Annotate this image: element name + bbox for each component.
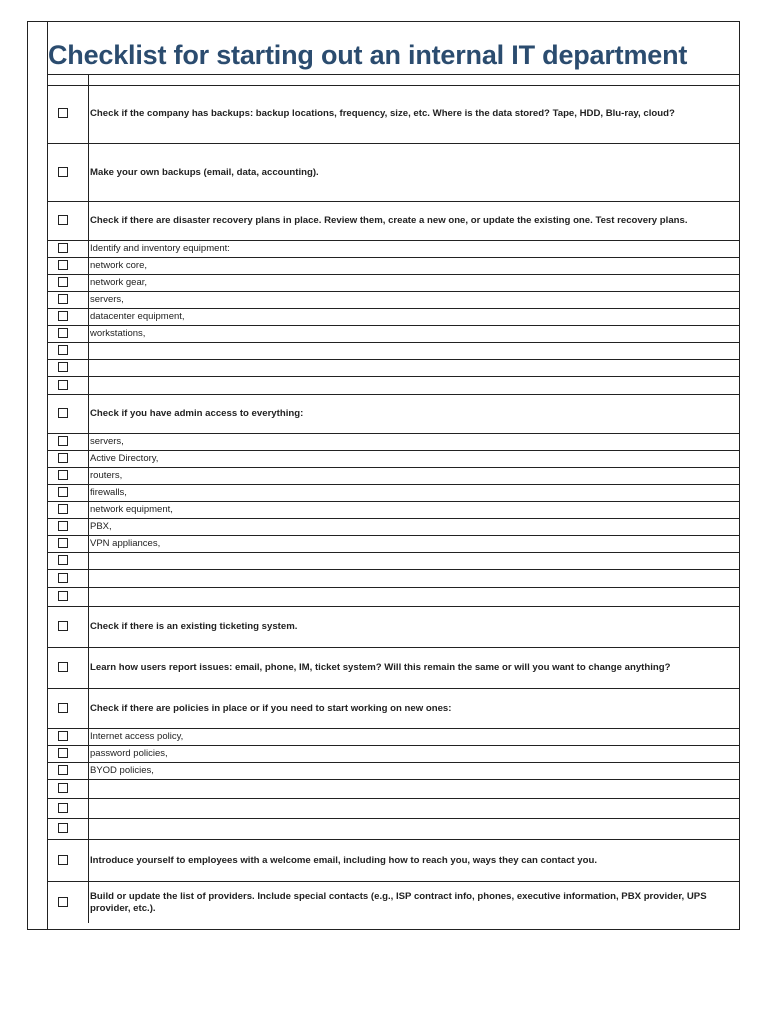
- checklist-row: [47, 762, 739, 779]
- checklist-row: [47, 257, 739, 274]
- checklist-item-text: password policies,: [88, 746, 739, 762]
- checkbox[interactable]: [58, 621, 68, 631]
- checkbox[interactable]: [58, 408, 68, 418]
- checklist-row: [47, 569, 739, 587]
- checklist-row: [47, 647, 739, 688]
- checkbox-cell: [47, 553, 88, 569]
- checklist-row: [47, 839, 739, 881]
- checkbox[interactable]: [58, 243, 68, 253]
- checklist-item-text: [88, 588, 739, 606]
- checklist-row: [47, 325, 739, 342]
- checkbox-cell: [47, 434, 88, 450]
- checklist-item-text: [88, 780, 739, 798]
- checkbox[interactable]: [58, 783, 68, 793]
- checkbox[interactable]: [58, 345, 68, 355]
- checkbox[interactable]: [58, 703, 68, 713]
- checkbox[interactable]: [58, 662, 68, 672]
- checklist-item-text: Check if there are policies in place or if you need to start working on new ones:: [88, 689, 739, 728]
- checkbox[interactable]: [58, 362, 68, 372]
- checklist-item-text: Internet access policy,: [88, 729, 739, 745]
- checkbox[interactable]: [58, 436, 68, 446]
- checklist-item-text: Identify and inventory equipment:: [88, 241, 739, 257]
- checklist-item-text: VPN appliances,: [88, 536, 739, 552]
- checklist-row: [47, 376, 739, 394]
- checkbox[interactable]: [58, 823, 68, 833]
- checkbox-cell: [47, 309, 88, 325]
- checklist-row: [47, 433, 739, 450]
- checklist-item-text: servers,: [88, 292, 739, 308]
- checkbox-cell: [47, 570, 88, 587]
- checklist-row: [47, 467, 739, 484]
- checkbox-cell: [47, 485, 88, 501]
- checklist-row: [47, 518, 739, 535]
- checklist-row: [47, 818, 739, 839]
- checkbox-cell: [47, 819, 88, 839]
- checkbox-cell: [47, 882, 88, 923]
- checklist-item-text: PBX,: [88, 519, 739, 535]
- checkbox[interactable]: [58, 573, 68, 583]
- checkbox[interactable]: [58, 260, 68, 270]
- checkbox[interactable]: [58, 108, 68, 118]
- page-title: Checklist for starting out an internal IT department: [48, 40, 688, 70]
- checkbox-cell: [47, 689, 88, 728]
- checkbox-cell: [47, 85, 88, 143]
- checklist-row: [47, 85, 739, 143]
- checklist-row: [47, 501, 739, 518]
- checklist-row: [47, 240, 739, 257]
- checklist-row: [47, 143, 739, 201]
- checklist-item-text: network gear,: [88, 275, 739, 291]
- checklist-row: [47, 308, 739, 325]
- checkbox-cell: [47, 763, 88, 779]
- checkbox-cell: [47, 607, 88, 647]
- checklist-row: [47, 201, 739, 240]
- checkbox-cell: [47, 588, 88, 606]
- checklist-row: [47, 535, 739, 552]
- checklist-row: [47, 798, 739, 818]
- checklist-item-text: [88, 360, 739, 376]
- checklist-item-text: Check if you have admin access to everything:: [88, 395, 739, 433]
- checkbox-cell: [47, 502, 88, 518]
- checkbox[interactable]: [58, 311, 68, 321]
- checklist-item-text: [88, 819, 739, 839]
- checklist-row: [47, 450, 739, 467]
- checklist-row: [47, 728, 739, 745]
- checkbox-cell: [47, 780, 88, 798]
- checklist-row: [47, 688, 739, 728]
- checklist-row: [47, 587, 739, 606]
- checkbox[interactable]: [58, 748, 68, 758]
- checklist-item-text: Check if there are disaster recovery plans in place. Review them, create a new one, or update the existing one. Test recovery plans.: [88, 202, 739, 240]
- checklist-item-text: network core,: [88, 258, 739, 274]
- checkbox[interactable]: [58, 277, 68, 287]
- checkbox[interactable]: [58, 731, 68, 741]
- checkbox[interactable]: [58, 504, 68, 514]
- checklist-item-text: [88, 553, 739, 569]
- title-rule: [47, 74, 739, 75]
- checkbox[interactable]: [58, 470, 68, 480]
- checkbox[interactable]: [58, 215, 68, 225]
- checklist-item-text: Make your own backups (email, data, accounting).: [88, 144, 739, 201]
- checklist-rows: [47, 85, 739, 923]
- checkbox-cell: [47, 377, 88, 394]
- checkbox-cell: [47, 292, 88, 308]
- checkbox[interactable]: [58, 765, 68, 775]
- checkbox-cell: [47, 360, 88, 376]
- column-divider: [88, 74, 89, 85]
- checkbox[interactable]: [58, 521, 68, 531]
- checklist-item-text: [88, 570, 739, 587]
- checkbox-cell: [47, 648, 88, 688]
- checkbox[interactable]: [58, 803, 68, 813]
- checkbox-cell: [47, 799, 88, 818]
- checklist-item-text: Build or update the list of providers. Include special contacts (e.g., ISP contract info, phones, executive information, PBX provider, UPS provider, etc.).: [88, 882, 739, 923]
- checkbox[interactable]: [58, 328, 68, 338]
- checkbox-cell: [47, 144, 88, 201]
- checklist-item-text: Active Directory,: [88, 451, 739, 467]
- checklist-item-text: Check if there is an existing ticketing system.: [88, 607, 739, 647]
- checklist-item-text: network equipment,: [88, 502, 739, 518]
- checkbox[interactable]: [58, 167, 68, 177]
- checklist-item-text: Learn how users report issues: email, phone, IM, ticket system? Will this remain the same or will you want to change anything?: [88, 648, 739, 688]
- checklist-item-text: datacenter equipment,: [88, 309, 739, 325]
- checkbox-cell: [47, 729, 88, 745]
- checkbox[interactable]: [58, 897, 68, 907]
- checklist-item-text: workstations,: [88, 326, 739, 342]
- checkbox-cell: [47, 343, 88, 359]
- checklist-item-text: [88, 343, 739, 359]
- checkbox[interactable]: [58, 538, 68, 548]
- checklist-row: [47, 779, 739, 798]
- checkbox-cell: [47, 451, 88, 467]
- checklist-row: [47, 342, 739, 359]
- checklist-item-text: [88, 799, 739, 818]
- checkbox-cell: [47, 395, 88, 433]
- checklist-item-text: Check if the company has backups: backup locations, frequency, size, etc. Where is the data stored? Tape, HDD, Blu-ray, cloud?: [88, 85, 739, 143]
- checklist-item-text: [88, 377, 739, 394]
- checkbox[interactable]: [58, 487, 68, 497]
- checklist-sheet: [27, 21, 740, 930]
- checkbox-cell: [47, 519, 88, 535]
- checklist-row: [47, 394, 739, 433]
- checkbox[interactable]: [58, 855, 68, 865]
- checklist-item-text: routers,: [88, 468, 739, 484]
- checklist-row: [47, 291, 739, 308]
- checklist-row: [47, 745, 739, 762]
- checklist-row: [47, 606, 739, 647]
- checklist-row: [47, 484, 739, 501]
- checklist-item-text: servers,: [88, 434, 739, 450]
- checklist-item-text: firewalls,: [88, 485, 739, 501]
- checklist-row: [47, 552, 739, 569]
- checklist-row: [47, 274, 739, 291]
- checkbox-cell: [47, 275, 88, 291]
- checkbox-cell: [47, 746, 88, 762]
- checkbox[interactable]: [58, 453, 68, 463]
- checklist-item-text: Introduce yourself to employees with a welcome email, including how to reach you, ways they can contact you.: [88, 840, 739, 881]
- checkbox-cell: [47, 326, 88, 342]
- checklist-row: [47, 881, 739, 923]
- checklist-item-text: BYOD policies,: [88, 763, 739, 779]
- checkbox-cell: [47, 241, 88, 257]
- checkbox[interactable]: [58, 591, 68, 601]
- checkbox-cell: [47, 258, 88, 274]
- checkbox-cell: [47, 840, 88, 881]
- checkbox-cell: [47, 536, 88, 552]
- checkbox[interactable]: [58, 555, 68, 565]
- checkbox-cell: [47, 202, 88, 240]
- checkbox[interactable]: [58, 294, 68, 304]
- checkbox[interactable]: [58, 380, 68, 390]
- checklist-row: [47, 359, 739, 376]
- checkbox-cell: [47, 468, 88, 484]
